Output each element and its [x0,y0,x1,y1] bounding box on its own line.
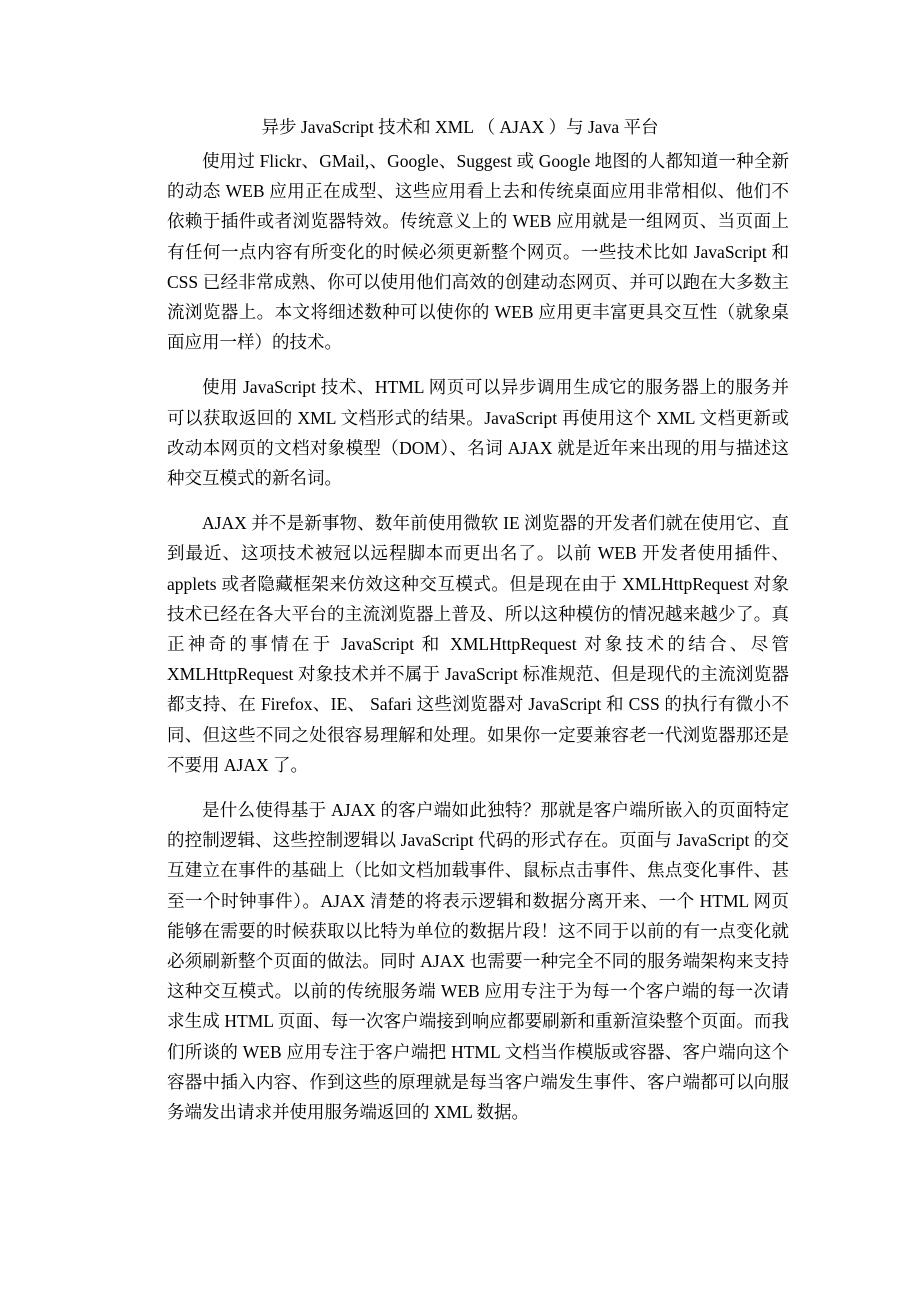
paragraph-1: 使用过 Flickr、GMail,、Google、Suggest 或 Google 地图的人都知道一种全新的动态 WEB 应用正在成型、这些应用看上去和传统桌面应用非常相似、他们不依赖于插件或者浏览器特效。传统意义上的 WEB 应用就是一组网页、当页面上有任何一点内容有所变化的时候必须更新整个网页。一些技术比如 JavaScript 和 CSS 已经非常成熟、你可以使用他们高效的创建动态网页、并可以跑在大多数主流浏览器上。本文将细述数种可以使你的 WEB 应用更丰富更具交互性（就象桌面应用一样）的技术。 [167,151,789,353]
document-title: 异步 JavaScript 技术和 XML （ AJAX ）与 Java 平台 [261,117,659,137]
paragraph-2: 使用 JavaScript 技术、HTML 网页可以异步调用生成它的服务器上的服务并可以获取返回的 XML 文档形式的结果。JavaScript 再使用这个 XML 文档更新或改动本网页的文档对象模型（DOM）、名词 AJAX 就是近年来出现的用与描述这种交互模式的新名词。 [167,377,789,489]
document-body [167,146,789,1127]
paragraph-4: 是什么使得基于 AJAX 的客户端如此独特？那就是客户端所嵌入的页面特定的控制逻辑、这些控制逻辑以 JavaScript 代码的形式存在。页面与 JavaScript 的交互建立在事件的基础上（比如文档加载事件、鼠标点击事件、焦点变化事件、甚至一个时钟事件）。AJAX 清楚的将表示逻辑和数据分离开来、一个 HTML 网页能够在需要的时候获取以比特为单位的数据片段！这不同于以前的有一点变化就必须刷新整个页面的做法。同时 AJAX 也需要一种完全不同的服务端架构来支持这种交互模式。以前的传统服务端 WEB 应用专注于为每一个客户端的每一次请求生成 HTML 页面、每一次客户端接到响应都要刷新和重新渲染整个页面。而我们所谈的 WEB 应用专注于客户端把 HTML 文档当作模版或容器、客户端向这个容器中插入内容、作到这些的原理就是每当客户端发生事件、客户端都可以向服务端发出请求并使用服务端返回的 XML 数据。 [167,800,789,1123]
paragraph-3: AJAX 并不是新事物、数年前使用微软 IE 浏览器的开发者们就在使用它、直到最近、这项技术被冠以远程脚本而更出名了。以前 WEB 开发者使用插件、applets 或者隐藏框架来仿效这种交互模式。但是现在由于 XMLHttpRequest 对象技术已经在各大平台的主流浏览器上普及、所以这种模仿的情况越来越少了。真正神奇的事情在于 JavaScript 和 XMLHttpRequest 对象技术的结合、尽管 XMLHttpRequest 对象技术并不属于 JavaScript 标准规范、但是现代的主流浏览器都支持、在 Firefox、IE、 Safari 这些浏览器对 JavaScript 和 CSS 的执行有微小不同、但这些不同之处很容易理解和处理。如果你一定要兼容老一代浏览器那还是不要用 AJAX 了。 [167,513,789,775]
